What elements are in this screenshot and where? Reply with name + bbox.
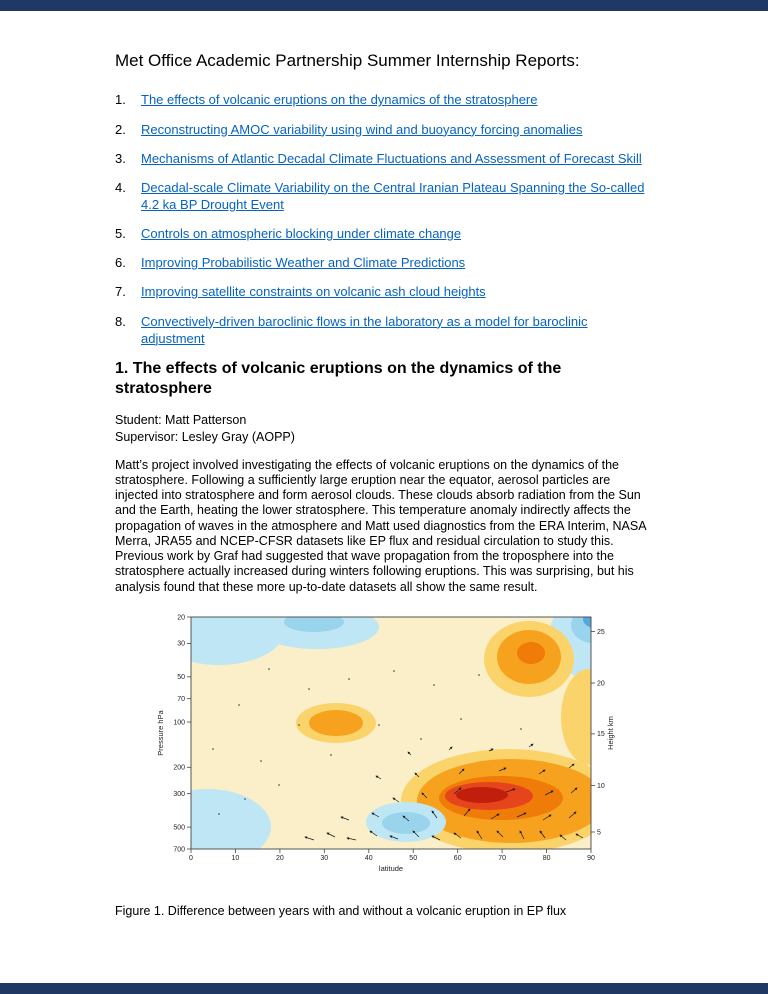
- latitude-tick: 10: [231, 854, 240, 862]
- pressure-tick: 100: [173, 719, 185, 727]
- toc-item-number: 3.: [115, 150, 126, 166]
- toc-link-6[interactable]: Improving Probabilistic Weather and Climate Predictions: [141, 255, 466, 271]
- latitude-tick: 50: [409, 854, 418, 862]
- latitude-axis-label: latitude: [378, 863, 404, 873]
- toc-item-number: 5.: [115, 226, 126, 242]
- pressure-tick: 30: [177, 640, 185, 648]
- section-body: Matt’s project involved investigating the effects of volcanic eruptions on the dynamics of the stratosphere. Following a sufficiently large eruption near the equator, aerosol particles are injected into stratosphere and form aerosol clouds. These clouds absorb radiation from the Sun and the Earth, heating the lower stratosphere. This temperature anomaly indirectly affects the propagation of waves in the atmosphere and Matt used diagnostics from the ERA Interim, NASA Merra, JRA55 and NCEP-CFSR datasets like EP flux and residual circulation to study this. Previous work by Graf had suggested that wave propagation from the troposphere into the stratosphere actually increased during winters following eruptions. This was surprising, but his analysis found that these more up-to-date datasets all show the same result.: [115, 457, 646, 594]
- toc-item-number: 6.: [115, 255, 126, 271]
- pressure-tick: 300: [173, 790, 185, 798]
- pressure-axis: [156, 614, 191, 853]
- toc-item: [115, 91, 653, 108]
- section-meta: [115, 412, 653, 446]
- pressure-tick: 50: [177, 673, 185, 681]
- toc-link-5[interactable]: Controls on atmospheric blocking under climate change: [141, 226, 462, 242]
- toc-link-1[interactable]: The effects of volcanic eruptions on the dynamics of the stratosphere: [141, 92, 538, 108]
- toc-item: [115, 254, 653, 271]
- latitude-axis: [189, 849, 595, 873]
- contour-field: [149, 609, 619, 865]
- page-title: Met Office Academic Partnership Summer Internship Reports:: [115, 51, 580, 70]
- pressure-tick: 20: [177, 614, 185, 622]
- height-tick: 20: [597, 680, 605, 688]
- toc-item-number: 4.: [115, 179, 126, 195]
- toc-item: [115, 179, 653, 213]
- toc-item: [115, 313, 653, 347]
- toc-item: [115, 150, 653, 167]
- toc-item: [115, 225, 653, 242]
- toc-link-2[interactable]: Reconstructing AMOC variability using wind and buoyancy forcing anomalies: [141, 121, 583, 137]
- height-tick: 15: [597, 731, 605, 739]
- pressure-axis-label: Pressure hPa: [156, 710, 165, 756]
- latitude-tick: 80: [542, 854, 551, 862]
- ep-flux-plot: [149, 609, 619, 877]
- height-tick: 10: [597, 782, 605, 790]
- pressure-tick: 70: [177, 695, 185, 703]
- student-line: Student: Matt Patterson: [115, 412, 247, 427]
- height-axis: [591, 629, 615, 836]
- toc-item-number: 7.: [115, 284, 126, 300]
- height-tick: 25: [597, 628, 605, 636]
- toc-item: [115, 121, 653, 138]
- toc-item: [115, 283, 653, 300]
- toc-link-7[interactable]: Improving satellite constraints on volcanic ash cloud heights: [141, 284, 486, 300]
- document-page: [115, 11, 653, 918]
- latitude-tick: 20: [276, 854, 284, 862]
- toc-list: [115, 91, 653, 347]
- latitude-tick: 70: [498, 854, 506, 862]
- figure-1: [115, 609, 653, 882]
- latitude-tick: 90: [587, 854, 595, 862]
- toc-link-8[interactable]: Convectively-driven baroclinic flows in the laboratory as a model for baroclinic adjustment: [141, 313, 588, 346]
- latitude-tick: 40: [364, 854, 373, 862]
- toc-item-number: 2.: [115, 121, 126, 137]
- figure-caption: Figure 1. Difference between years with and without a volcanic eruption in EP flux: [115, 903, 567, 918]
- toc-link-4[interactable]: Decadal-scale Climate Variability on the Central Iranian Plateau Spanning the So-called 4.2 ka BP Drought Event: [141, 179, 645, 213]
- pressure-tick: 500: [173, 824, 185, 832]
- page-bottom-border: [0, 983, 768, 994]
- section-heading: 1. The effects of volcanic eruptions on the dynamics of the stratosphere: [115, 359, 562, 398]
- height-axis-label: Height km: [606, 716, 615, 750]
- pressure-tick: 200: [173, 764, 185, 772]
- latitude-tick: 0: [189, 854, 193, 862]
- toc-item-number: 8.: [115, 313, 126, 329]
- page-top-border: [0, 0, 768, 11]
- toc-item-number: 1.: [115, 92, 126, 108]
- pressure-tick: 700: [173, 846, 185, 854]
- height-tick: 5: [597, 829, 601, 837]
- latitude-tick: 60: [453, 854, 462, 862]
- toc-link-3[interactable]: Mechanisms of Atlantic Decadal Climate Fluctuations and Assessment of Forecast Skill: [141, 150, 642, 166]
- supervisor-line: Supervisor: Lesley Gray (AOPP): [115, 429, 295, 444]
- latitude-tick: 30: [320, 854, 329, 862]
